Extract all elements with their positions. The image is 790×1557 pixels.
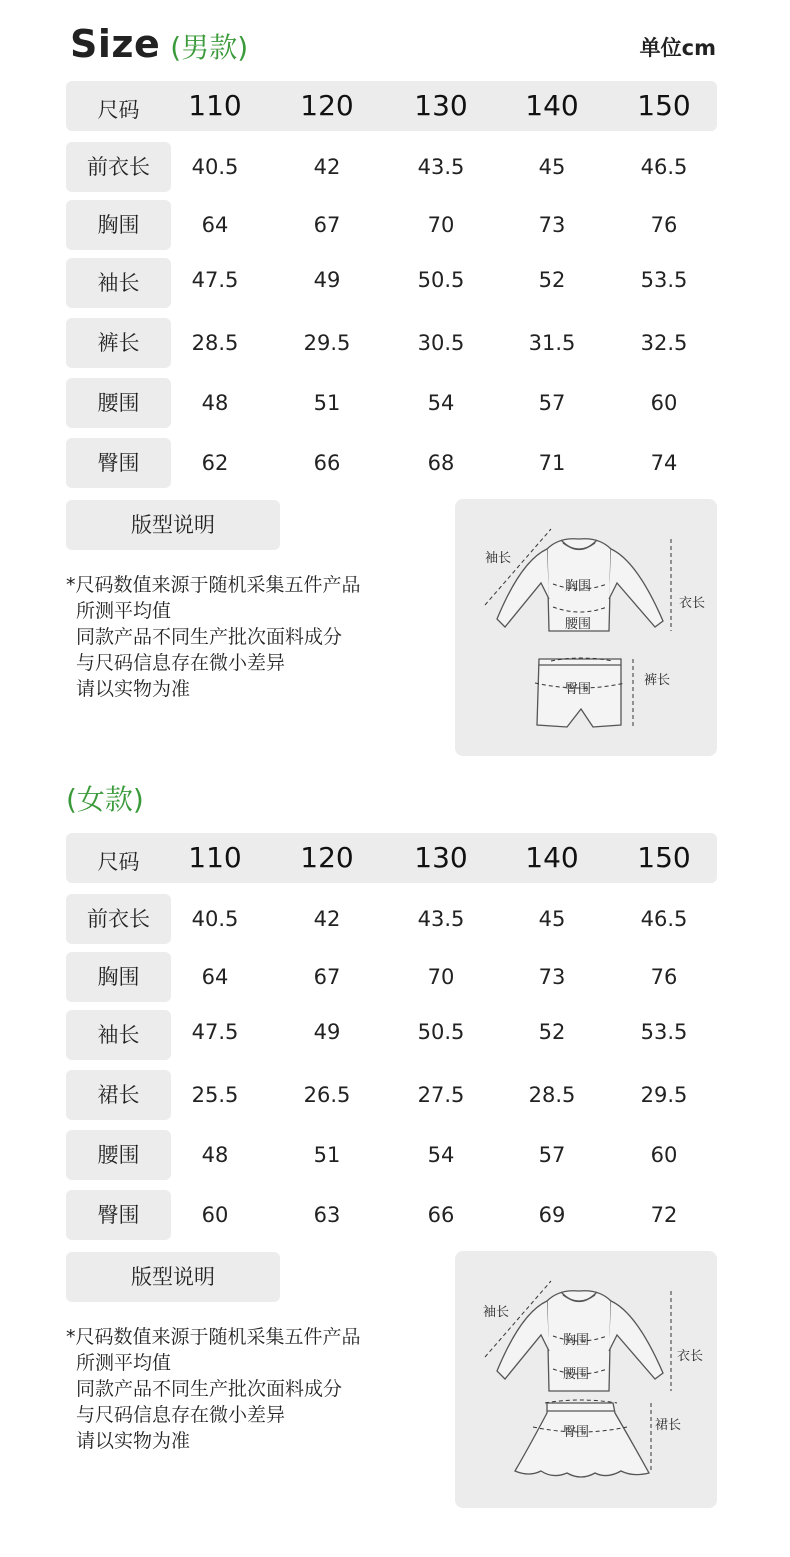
note-line: 与尺码信息存在微小差异: [76, 1404, 286, 1426]
table-cell: 74: [650, 451, 678, 475]
row-label: 臀围: [66, 1190, 171, 1240]
table-cell: 57: [538, 1143, 566, 1167]
diagram-length-label: 衣长: [679, 596, 706, 611]
table-cell: 46.5: [640, 155, 688, 179]
size-header-cell: 120: [300, 841, 354, 874]
table-cell: 54: [427, 1143, 455, 1167]
table-cell: 73: [538, 213, 566, 237]
note-line: 请以实物为准: [76, 678, 191, 700]
note-line: 请以实物为准: [76, 1430, 191, 1452]
table-cell: 46.5: [640, 907, 688, 931]
page-title: [70, 22, 248, 66]
table-cell: 45: [538, 907, 566, 931]
table-cell: 50.5: [417, 268, 465, 292]
size-header-cell: 140: [525, 89, 579, 122]
row-label: 袖长: [66, 1010, 171, 1060]
diagram-hip-label: 臀围: [565, 682, 592, 697]
table-cell: 71: [538, 451, 566, 475]
row-label: 臀围: [66, 438, 171, 488]
size-header-label: 尺码: [97, 98, 140, 122]
table-cell: 52: [538, 1020, 566, 1044]
table-cell: 63: [313, 1203, 341, 1227]
table-cell: 64: [201, 213, 229, 237]
note-line: 所测平均值: [76, 600, 172, 622]
table-cell: 29.5: [303, 331, 351, 355]
diagram-waist-label: 腰围: [565, 617, 592, 632]
table-cell: 43.5: [417, 155, 465, 179]
table-cell: 62: [201, 451, 229, 475]
table-cell: 53.5: [640, 1020, 688, 1044]
diagram-hip-label: 臀围: [563, 1425, 590, 1440]
table-cell: 48: [201, 391, 229, 415]
table-cell: 60: [650, 1143, 678, 1167]
size-header-cell: 140: [525, 841, 579, 874]
table-cell: 31.5: [528, 331, 576, 355]
table-cell: 54: [427, 391, 455, 415]
table-cell: 51: [313, 391, 341, 415]
table-cell: 25.5: [191, 1083, 239, 1107]
table-cell: 32.5: [640, 331, 688, 355]
table-cell: 40.5: [191, 907, 239, 931]
size-header-label: 尺码: [97, 850, 140, 874]
diagram-chest-label: 胸围: [565, 579, 592, 594]
row-label: 胸围: [66, 952, 171, 1002]
fit-description-button[interactable]: 版型说明: [66, 1252, 280, 1302]
table-cell: 67: [313, 213, 341, 237]
size-header-cell: 150: [637, 89, 691, 122]
diagram-bottom-length-label: 裤长: [644, 673, 671, 688]
table-cell: 76: [650, 213, 678, 237]
diagram-chest-label: 胸围: [563, 1333, 590, 1348]
size-header-row: [66, 833, 717, 883]
diagram-sleeve-label: 袖长: [485, 551, 512, 566]
table-cell: 30.5: [417, 331, 465, 355]
table-cell: 60: [650, 391, 678, 415]
row-label: 前衣长: [66, 142, 171, 192]
note-line: 同款产品不同生产批次面料成分: [76, 626, 343, 648]
size-header-cell: 120: [300, 89, 354, 122]
note-line: 与尺码信息存在微小差异: [76, 652, 286, 674]
table-cell: 60: [201, 1203, 229, 1227]
table-cell: 69: [538, 1203, 566, 1227]
table-cell: 47.5: [191, 1020, 239, 1044]
row-label: 前衣长: [66, 894, 171, 944]
table-cell: 66: [427, 1203, 455, 1227]
note-line: *尺码数值来源于随机采集五件产品: [66, 1326, 361, 1348]
table-cell: 47.5: [191, 268, 239, 292]
table-cell: 26.5: [303, 1083, 351, 1107]
table-cell: 40.5: [191, 155, 239, 179]
note-line: 同款产品不同生产批次面料成分: [76, 1378, 343, 1400]
table-cell: 28.5: [528, 1083, 576, 1107]
size-header-cell: 130: [414, 89, 468, 122]
table-cell: 70: [427, 213, 455, 237]
size-header-cell: 110: [188, 841, 242, 874]
title-variant-female: (女款): [66, 783, 144, 816]
table-cell: 67: [313, 965, 341, 989]
measurement-diagram-male: [455, 499, 717, 756]
table-cell: 45: [538, 155, 566, 179]
row-label: 腰围: [66, 378, 171, 428]
table-cell: 49: [313, 1020, 341, 1044]
unit-label: 单位cm: [639, 36, 716, 60]
row-label: 胸围: [66, 200, 171, 250]
table-cell: 42: [313, 155, 341, 179]
table-cell: 70: [427, 965, 455, 989]
note-line: *尺码数值来源于随机采集五件产品: [66, 574, 361, 596]
diagram-length-label: 衣长: [677, 1349, 704, 1364]
table-cell: 27.5: [417, 1083, 465, 1107]
size-header-row: [66, 81, 717, 131]
table-cell: 76: [650, 965, 678, 989]
table-cell: 66: [313, 451, 341, 475]
title-variant-male: (男款): [170, 31, 249, 64]
title-size: Size: [70, 22, 161, 66]
size-note: [66, 572, 446, 702]
table-cell: 64: [201, 965, 229, 989]
measurement-diagram-female: [455, 1251, 717, 1508]
table-cell: 49: [313, 268, 341, 292]
row-label: 腰围: [66, 1130, 171, 1180]
table-cell: 68: [427, 451, 455, 475]
table-cell: 50.5: [417, 1020, 465, 1044]
table-cell: 52: [538, 268, 566, 292]
note-line: 所测平均值: [76, 1352, 172, 1374]
table-cell: 43.5: [417, 907, 465, 931]
diagram-sleeve-label: 袖长: [483, 1305, 510, 1320]
fit-description-button[interactable]: 版型说明: [66, 500, 280, 550]
size-header-cell: 110: [188, 89, 242, 122]
row-label: 裙长: [66, 1070, 171, 1120]
diagram-bottom-length-label: 裙长: [655, 1418, 682, 1433]
table-cell: 72: [650, 1203, 678, 1227]
table-cell: 57: [538, 391, 566, 415]
row-label: 袖长: [66, 258, 171, 308]
table-cell: 42: [313, 907, 341, 931]
size-note: [66, 1324, 446, 1454]
table-cell: 29.5: [640, 1083, 688, 1107]
table-cell: 53.5: [640, 268, 688, 292]
size-header-cell: 130: [414, 841, 468, 874]
table-cell: 51: [313, 1143, 341, 1167]
size-header-cell: 150: [637, 841, 691, 874]
diagram-waist-label: 腰围: [563, 1367, 590, 1382]
table-cell: 28.5: [191, 331, 239, 355]
table-cell: 48: [201, 1143, 229, 1167]
table-cell: 73: [538, 965, 566, 989]
row-label: 裤长: [66, 318, 171, 368]
